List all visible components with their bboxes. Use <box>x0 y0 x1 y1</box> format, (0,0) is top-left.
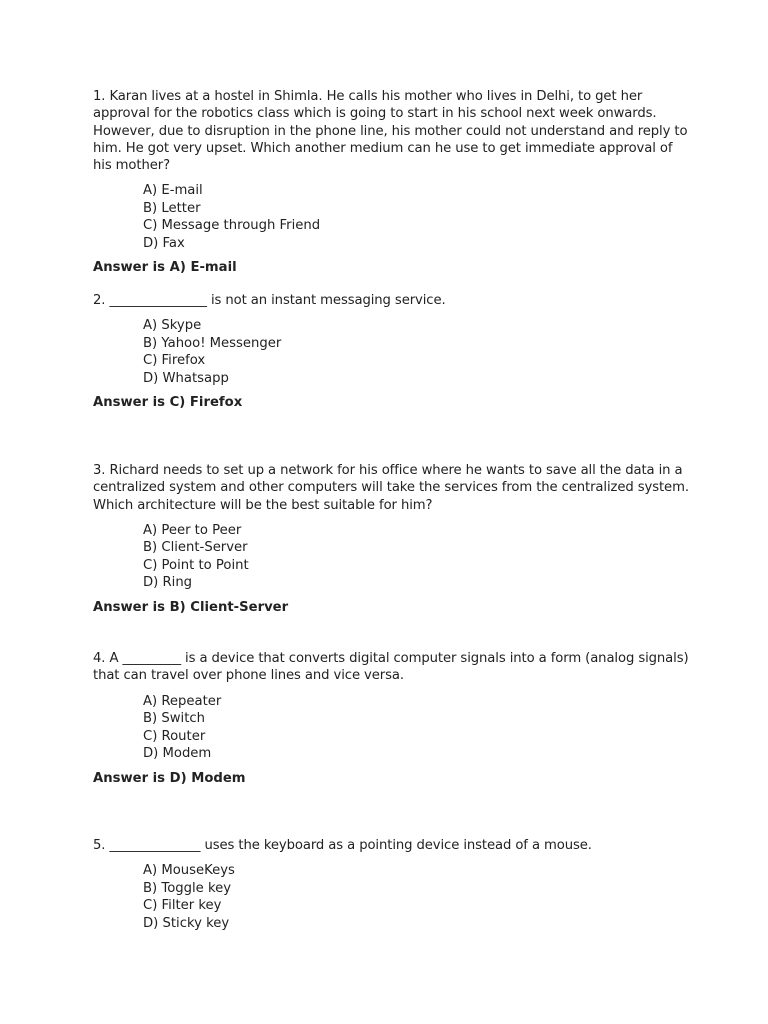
option-c: C) Firefox <box>143 353 206 369</box>
option-a: A) MouseKeys <box>143 863 235 879</box>
question-4 <box>93 650 693 787</box>
answer-text: Answer is D) Modem <box>93 770 246 786</box>
option-d: D) Sticky key <box>143 915 230 931</box>
option-c: C) Router <box>143 728 206 744</box>
question-text: 5. ______________ uses the keyboard as a pointing device instead of a mouse. <box>93 838 592 853</box>
answer-text: Answer is C) Firefox <box>93 395 243 411</box>
option-b: B) Yahoo! Messenger <box>143 335 282 351</box>
question-2 <box>93 292 693 411</box>
question-5 <box>93 837 693 932</box>
option-b: B) Switch <box>143 711 205 727</box>
question-3 <box>93 462 693 616</box>
option-list <box>143 522 693 592</box>
option-d: D) Ring <box>143 575 193 591</box>
option-a: A) Peer to Peer <box>143 522 242 538</box>
option-b: B) Toggle key <box>143 880 232 896</box>
question-text: 4. A _________ is a device that converts digital computer signals into a form (analog signals) that can travel over phone lines and vice versa. <box>93 651 689 684</box>
option-a: A) Repeater <box>143 693 222 709</box>
question-text: 1. Karan lives at a hostel in Shimla. He calls his mother who lives in Delhi, to get her approval for the robotics class which is going to start in his school next week onwards. However, due to disruption in the phone line, his mother could not understand and reply to him. He got very upset. Which another medium can he use to get immediate approval of his mother? <box>93 89 688 174</box>
question-text: 3. Richard needs to set up a network for his office where he wants to save all the data in a centralized system and other computers will take the services from the centralized system. Which architecture will be the best suitable for him? <box>93 463 689 513</box>
answer-text: Answer is B) Client-Server <box>93 599 289 615</box>
option-c: C) Point to Point <box>143 557 249 573</box>
option-c: C) Message through Friend <box>143 218 321 234</box>
option-d: D) Modem <box>143 746 212 762</box>
option-b: B) Letter <box>143 200 201 216</box>
option-d: D) Whatsapp <box>143 370 229 386</box>
option-a: A) E-mail <box>143 183 203 199</box>
option-c: C) Filter key <box>143 898 222 914</box>
question-1 <box>93 88 693 276</box>
option-d: D) Fax <box>143 235 185 251</box>
option-list <box>143 182 693 252</box>
answer-text: Answer is A) E-mail <box>93 260 237 276</box>
option-b: B) Client-Server <box>143 540 248 556</box>
option-a: A) Skype <box>143 318 202 334</box>
option-list <box>143 317 693 387</box>
option-list <box>143 862 693 932</box>
question-text: 2. _______________ is not an instant messaging service. <box>93 293 446 308</box>
option-list <box>143 693 693 763</box>
